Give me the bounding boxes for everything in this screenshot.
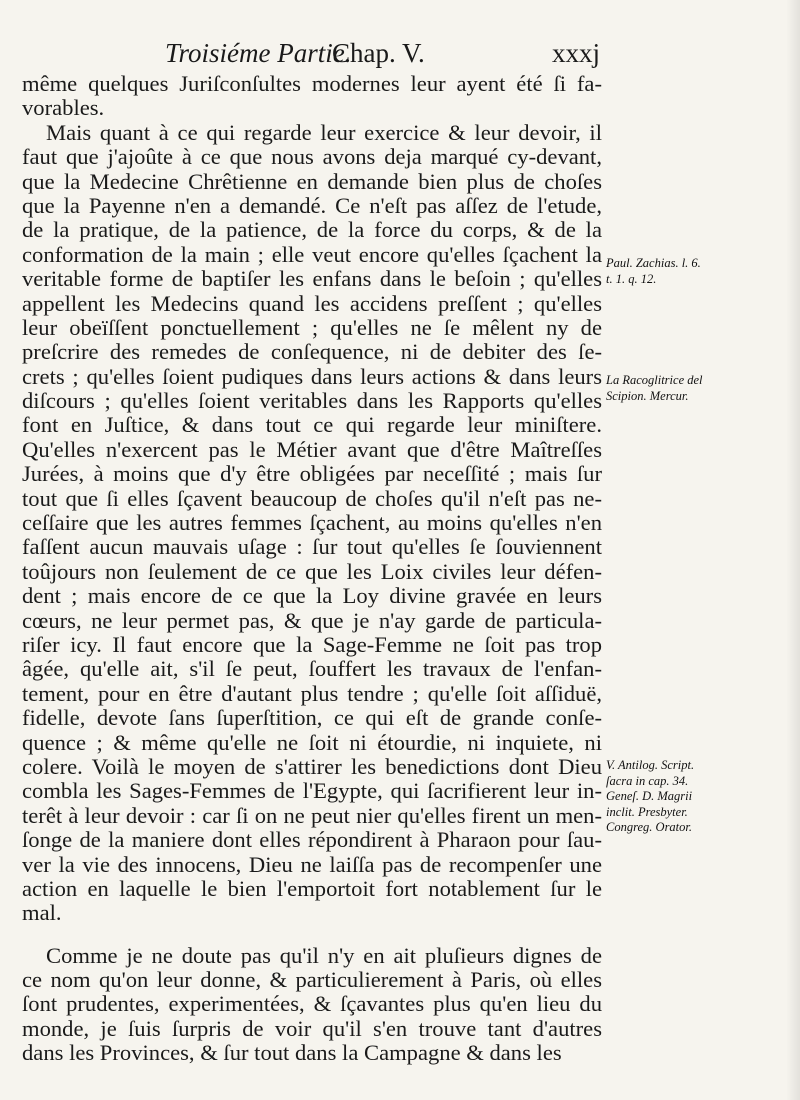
text-line: ver la vie des innocens, Dieu ne laiſſa pas de recompenſer une: [22, 851, 602, 877]
text-line: même quelques Juriſconſultes modernes leur ayent été ſi fa-: [22, 71, 602, 96]
text-line: tement, pour en être d'autant plus tendre ; qu'elle ſoit aſſiduë,: [22, 680, 602, 706]
text-line: ceſſaire que les autres femmes ſçachent, au moins qu'elles n'en: [22, 510, 602, 536]
running-header: [165, 38, 600, 68]
text-line: que la Payenne n'en a demandé. Ce n'eſt pas aſſez de l'etude,: [22, 192, 602, 218]
margin-note-line: Scipion. Mercur.: [606, 388, 689, 403]
paragraph: [22, 72, 602, 121]
text-line: appellent les Medecins quand les accidens preſſent ; qu'elles: [22, 290, 602, 316]
text-line: crets ; qu'elles ſoient pudiques dans leurs actions & dans leurs: [22, 363, 602, 389]
text-line: vorables.: [22, 95, 105, 121]
text-line: action en laquelle le bien l'emportoit fort notablement ſur le: [22, 875, 602, 901]
paragraph: [22, 944, 602, 1066]
text-line: mal.: [22, 900, 62, 926]
margin-note-line: inclit. Presbyter.: [606, 804, 688, 819]
margin-note: [606, 373, 746, 404]
margin-note-line: Geneſ. D. Magrii: [606, 789, 693, 803]
margin-note-line: La Racoglitrice del: [606, 373, 703, 387]
text-line: âgée, qu'elle ait, s'il ſe peut, ſouffert les travaux de l'enfan-: [22, 656, 602, 682]
text-line: riſer icy. Il faut encore que la Sage-Femme ne ſoit pas trop: [22, 631, 602, 657]
text-line: de la pratique, de la patience, de la force du corps, & de la: [22, 217, 602, 243]
text-line: terêt à leur devoir : car ſi on ne peut nier qu'elles firent un men-: [22, 802, 602, 828]
margin-note-line: Congreg. Orator.: [606, 820, 693, 834]
text-line: tout que ſi elles ſçavent beaucoup de choſes qu'il n'eſt pas ne-: [22, 485, 602, 511]
text-line: toûjours non ſeulement de ce que les Loix civiles leur défen-: [22, 558, 602, 584]
text-line: Mais quant à ce qui regarde leur exercice & leur devoir, il: [46, 119, 602, 145]
page-edge-shadow: [786, 0, 800, 1100]
text-line: Jurées, à moins que d'y être obligées par neceſſité ; mais ſur: [22, 461, 602, 487]
text-line: diſcours ; qu'elles ſoient veritables dans les Rapports qu'elles: [22, 388, 602, 414]
margin-note-line: Paul. Zachias. l. 6.: [606, 256, 701, 270]
text-line: quence ; & même qu'elle ne ſoit ni étourdie, ni inquiete, ni: [22, 729, 602, 755]
text-line: colere. Voilà le moyen de s'attirer les benedictions dont Dieu: [22, 753, 602, 779]
text-line: preſcrire des remedes de conſequence, ni de debiter des ſe-: [22, 339, 602, 365]
text-line: veritable forme de baptiſer les enfans dans le beſoin ; qu'elles: [22, 266, 602, 292]
margin-note: [606, 256, 746, 287]
text-line: leur obeïſſent ponctuellement ; qu'elles ne ſe mêlent ny de: [22, 314, 602, 340]
text-line: Qu'elles n'exercent pas le Métier avant que d'être Maîtreſſes: [22, 436, 602, 462]
part-title: Troisiéme Partie.: [165, 38, 352, 68]
margin-note: [606, 758, 746, 836]
text-line: ſonge de la maniere dont elles répondirent à Pharaon pour ſau-: [22, 827, 602, 853]
paragraph: [22, 121, 602, 926]
text-line: monde, je ſuis ſurpris de voir qu'il s'en trouve tant d'autres: [22, 1015, 602, 1041]
text-line: que la Medecine Chrêtienne en demande bien plus de choſes: [22, 168, 602, 194]
page-number: xxxj: [551, 38, 600, 68]
margin-note-line: ſacra in cap. 34.: [606, 773, 689, 788]
text-line: conformation de la main ; elle veut encore qu'elles ſçachent la: [22, 241, 602, 267]
body-text: [22, 72, 602, 1066]
text-line: dent ; mais encore de ce que la Loy divine gravée en leurs: [22, 583, 602, 609]
text-line: ſont prudentes, experimentées, & ſçavantes plus qu'en lieu du: [22, 991, 602, 1017]
text-line: faſſent aucun mauvais uſage : ſur tout qu'elles ſe ſouviennent: [22, 534, 602, 560]
text-line: fidelle, devote ſans ſuperſtition, ce qui eſt de grande conſe-: [22, 705, 602, 731]
text-line: faut que j'ajoûte à ce que nous avons deja marqué cy-devant,: [22, 144, 602, 170]
chapter-title: Chap. V.: [332, 38, 425, 68]
margin-note-line: V. Antilog. Script.: [606, 758, 695, 772]
text-line: cœurs, ne leur permet pas, & que je n'ay garde de particula-: [22, 607, 602, 633]
text-line: Comme je ne doute pas qu'il n'y en ait pluſieurs dignes de: [46, 942, 602, 968]
text-line: ce nom qu'on leur donne, & particulierement à Paris, où elles: [22, 967, 602, 993]
text-line: font en Juſtice, & dans tout ce qui regarde leur miniſtere.: [22, 412, 602, 438]
margin-note-line: t. 1. q. 12.: [606, 271, 657, 286]
text-line: combla les Sages-Femmes de l'Egypte, qui ſacrifierent leur in-: [22, 778, 602, 804]
text-line: dans les Provinces, & ſur tout dans la Campagne & dans les: [22, 1040, 562, 1066]
